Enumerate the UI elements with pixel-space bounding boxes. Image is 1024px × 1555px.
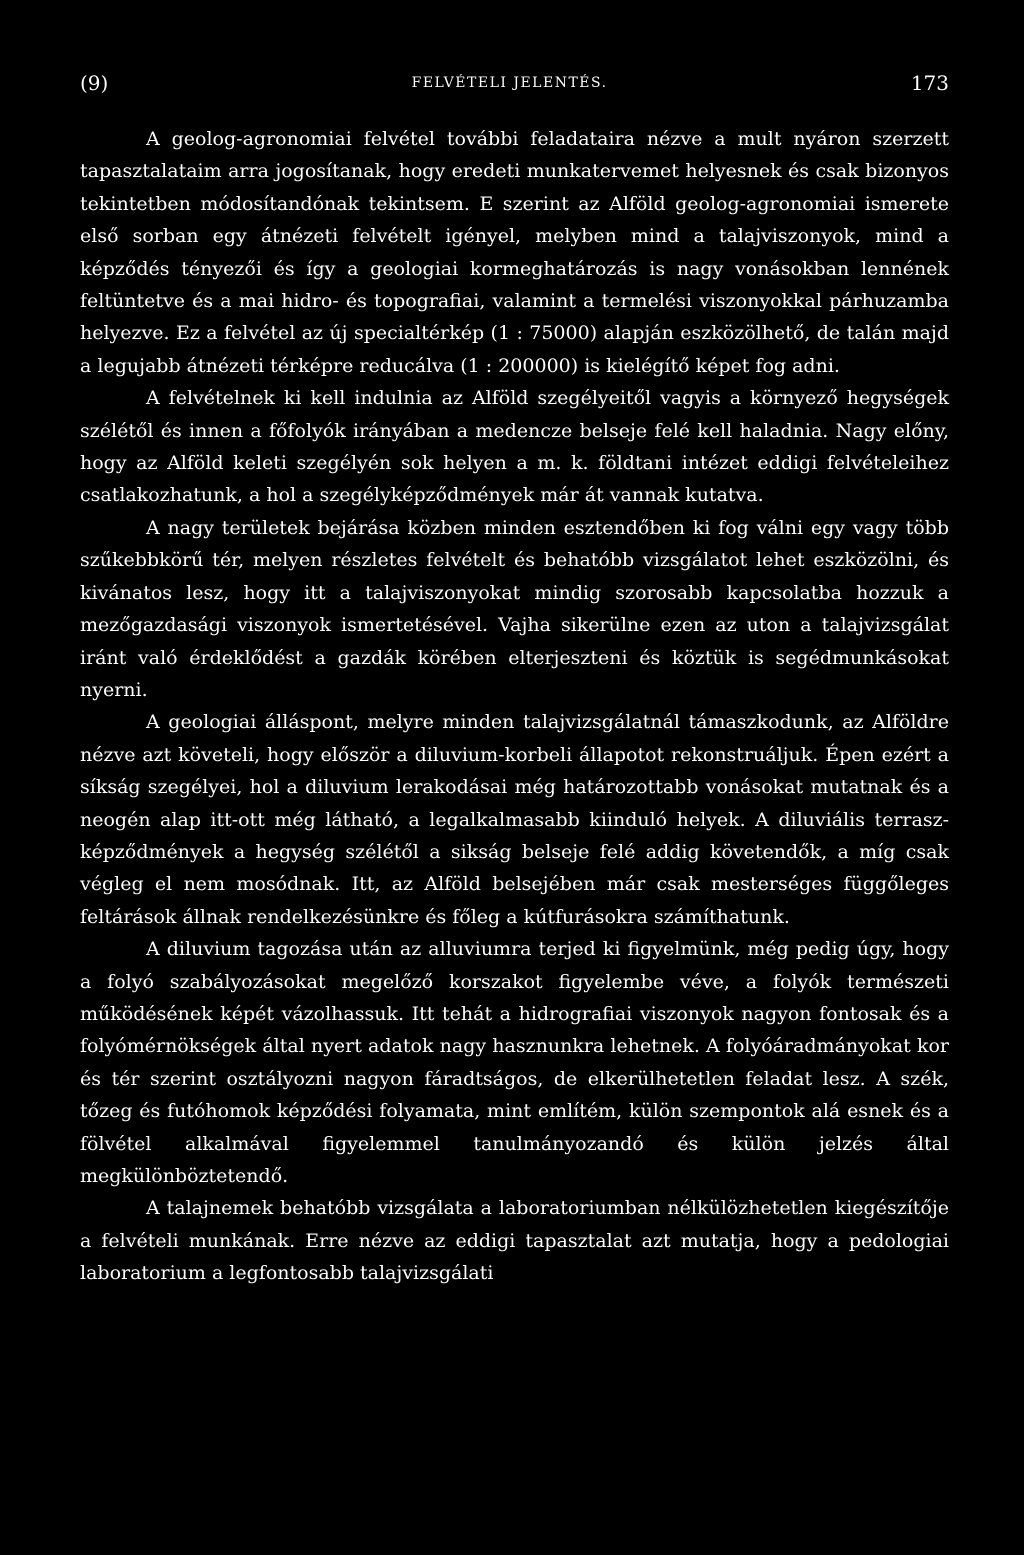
paragraph: A nagy területek bejárása közben minden esztendőben ki fog válni egy vagy több szűkebbkörű tér, melyen részletes felvételt és behatóbb vizsgálatot lehet eszközölni, és kivánatos lesz, hogy itt a talajviszonyokat mindig szorosabb kapcsolatba hozzuk a mezőgazdasági viszonyok ismertetésével. Vajha sikerülne ezen az uton a talajvizsgálat iránt való érdeklődést a gazdák körében elterjeszteni és köztük is segédmunkásokat nyerni. bbox=[80, 516, 949, 701]
paragraph: A diluvium tagozása után az alluviumra terjed ki figyelmünk, még pedig úgy, hogy a folyó szabályozásokat megelőző korszakot figyelembe véve, a folyók természeti működésének képét vázolhassuk. Itt tehát a hidrografiai viszonyok nagyon fontosak és a folyómérnökségek által nyert adatok nagy hasznunkra lehetnek. A folyóáradmányokat kor és tér szerint osztályozni nagyon fáradtságos, de elkerülhetetlen feladat lesz. A szék, tőzeg és futóhomok képződési folyamata, mint említém, külön szempontok alá esnek és a fölvétel alkalmával figyelemmel tanulmányozandó és külön jelzés által megkülönböztetendő. bbox=[80, 938, 949, 1187]
paragraph: A talajnemek behatóbb vizsgálata a laboratoriumban nélkülözhetetlen kiegészítője a felvételi munkának. Erre nézve az eddigi tapasztalat azt mutatja, hogy a pedologiai laboratorium a legfontosabb talajvizsgálati bbox=[80, 1197, 949, 1285]
paragraph: A geolog-agronomiai felvétel további feladataira nézve a mult nyáron szerzett tapasztalataim arra jogosítanak, hogy eredeti munkatervemet helyesnek és csak bizonyos tekintetben módosítandónak tekintsem. E szerint az Alföld geolog-agronomiai ismerete első sorban egy átnézeti felvételt igényel, melyben mind a talajviszonyok, mind a képződés tényezői és így a geologiai kormeghatározás is nagy vonásokban lennének feltüntetve és a mai hidro- és topografiai, valamint a termelési viszonyokkal párhuzamba helyezve. Ez a felvétel az új specialtérkép (1 : 75000) alapján eszközölhető, de talán majd a legujabb átnézeti térképre reducálva (1 : 200000) is kielégítő képet fog adni. bbox=[80, 128, 949, 377]
page-label: (9) bbox=[80, 71, 109, 95]
paragraph: A geologiai álláspont, melyre minden talajvizsgálatnál támaszkodunk, az Alföldre nézve azt követeli, hogy először a diluvium-korbeli állapotot rekonstruáljuk. Épen ezért a síkság szegélyei, hol a diluvium lerakodásai még határozottabb vonásokat mutatnak és a neogén alap itt-ott még látható, a legalkalmasabb kiinduló helyek. A diluviális terrasz-képződmények a hegység szélétől a sikság belseje felé addig követendők, a míg csak végleg el nem mosódnak. Itt, az Alföld belsejében már csak mesterséges függőleges feltárások állnak rendelkezésünkre és főleg a kútfurásokra számíthatunk. bbox=[80, 711, 949, 928]
body-text bbox=[80, 123, 949, 1290]
page-number: 173 bbox=[910, 71, 949, 95]
running-header bbox=[80, 68, 949, 98]
paragraph: A felvételnek ki kell indulnia az Alföld szegélyeitől vagyis a környező hegységek szélétől és innen a főfolyók irányában a medencze belseje felé kell haladnia. Nagy előny, hogy az Alföld keleti szegélyén sok helyen a m. k. földtani intézet eddigi felvételeihez csatlakozhatunk, a hol a szegélyképződmények már át vannak kutatva. bbox=[80, 387, 949, 507]
running-title: FELVÉTELI JELENTÉS. bbox=[411, 75, 608, 91]
